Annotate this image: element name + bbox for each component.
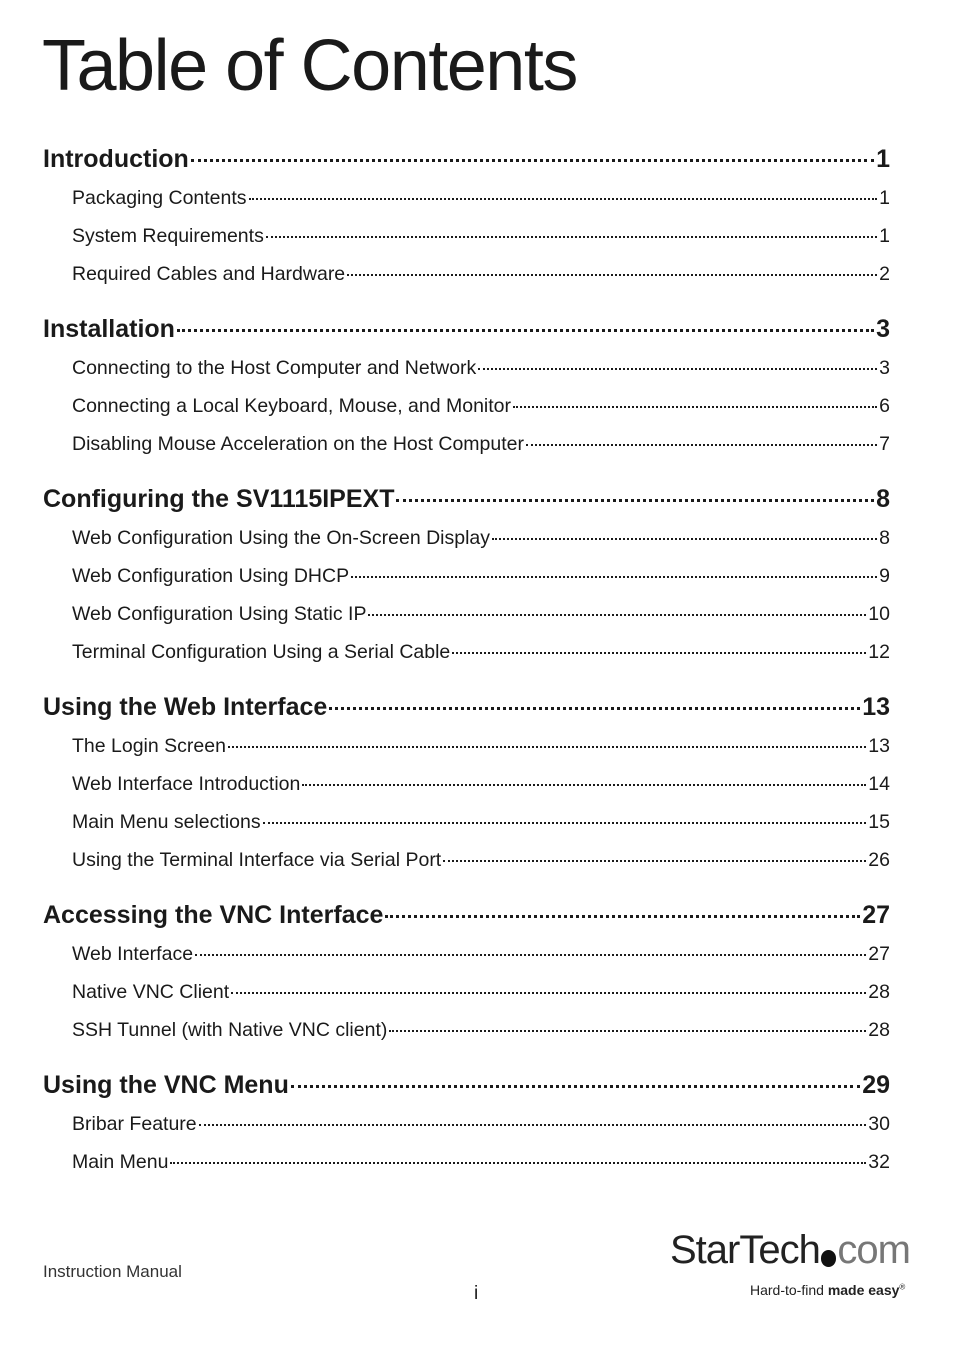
toc-entry[interactable] bbox=[43, 943, 890, 981]
toc-page-number: 3 bbox=[876, 315, 890, 343]
toc-section-label: Introduction bbox=[43, 145, 189, 173]
toc-entry-label: Web Configuration Using the On-Screen Display bbox=[72, 527, 491, 549]
toc-section-label: Accessing the VNC Interface bbox=[43, 901, 384, 929]
dot-leader bbox=[266, 236, 877, 238]
footer-document-label: Instruction Manual bbox=[43, 1262, 182, 1281]
toc-section-label: Configuring the SV1115IPEXT bbox=[43, 485, 395, 513]
toc-entry-label: Web Configuration Using DHCP bbox=[72, 565, 350, 587]
logo-dot-icon bbox=[821, 1250, 837, 1267]
toc-section bbox=[43, 1071, 890, 1189]
dot-leader bbox=[199, 1124, 867, 1126]
toc-entry[interactable] bbox=[43, 811, 890, 849]
toc-entry-label: Connecting to the Host Computer and Network bbox=[72, 357, 477, 379]
dot-leader bbox=[492, 538, 877, 540]
dot-leader bbox=[231, 992, 866, 994]
toc-page-number: 6 bbox=[879, 395, 890, 417]
toc-page-number: 9 bbox=[879, 565, 890, 587]
toc-page-number: 29 bbox=[862, 1071, 890, 1099]
dot-leader bbox=[396, 499, 874, 502]
toc-section bbox=[43, 901, 890, 1057]
toc-page-number: 27 bbox=[862, 901, 890, 929]
toc-entry-label: Main Menu bbox=[72, 1151, 169, 1173]
toc-entry-label: The Login Screen bbox=[72, 735, 226, 757]
page-title: Table of Contents bbox=[42, 26, 577, 106]
toc-section-entry[interactable] bbox=[43, 1071, 890, 1111]
toc-entry[interactable] bbox=[43, 527, 890, 565]
toc-page-number: 30 bbox=[868, 1113, 890, 1135]
toc-section bbox=[43, 315, 890, 471]
logo-tagline-bold: made easy bbox=[827, 1282, 900, 1298]
logo-wordmark bbox=[670, 1230, 910, 1270]
toc-page-number: 1 bbox=[879, 187, 890, 209]
toc-section-entry[interactable] bbox=[43, 901, 890, 941]
toc-entry-label: Web Interface bbox=[72, 943, 194, 965]
toc-page-number: 28 bbox=[868, 981, 890, 1003]
toc-section-entry[interactable] bbox=[43, 145, 890, 185]
logo-brand: StarTech bbox=[670, 1228, 820, 1272]
table-of-contents bbox=[43, 145, 890, 1203]
toc-entry-label: Disabling Mouse Acceleration on the Host Computer bbox=[72, 433, 524, 455]
dot-leader bbox=[368, 614, 866, 616]
toc-section-entry[interactable] bbox=[43, 315, 890, 355]
toc-page-number: 3 bbox=[879, 357, 890, 379]
toc-entry-label: System Requirements bbox=[72, 225, 264, 247]
toc-page-number: 27 bbox=[868, 943, 890, 965]
toc-entry-label: Native VNC Client bbox=[72, 981, 230, 1003]
dot-leader bbox=[329, 707, 860, 710]
toc-page-number: 1 bbox=[879, 225, 890, 247]
toc-page-number: 2 bbox=[879, 263, 890, 285]
toc-entry[interactable] bbox=[43, 433, 890, 471]
toc-entry[interactable] bbox=[43, 641, 890, 679]
toc-entry[interactable] bbox=[43, 395, 890, 433]
toc-section bbox=[43, 693, 890, 887]
toc-entry[interactable] bbox=[43, 849, 890, 887]
toc-page-number: 15 bbox=[868, 811, 890, 833]
toc-entry[interactable] bbox=[43, 187, 890, 225]
toc-entry-label: SSH Tunnel (with Native VNC client) bbox=[72, 1019, 388, 1041]
toc-entry[interactable] bbox=[43, 357, 890, 395]
toc-page-number: 8 bbox=[879, 527, 890, 549]
toc-entry[interactable] bbox=[43, 1113, 890, 1151]
toc-entry-label: Main Menu selections bbox=[72, 811, 261, 833]
toc-page-number: 32 bbox=[868, 1151, 890, 1173]
toc-page-number: 7 bbox=[879, 433, 890, 455]
toc-entry-label: Web Configuration Using Static IP bbox=[72, 603, 367, 625]
logo-tagline-prefix: Hard-to-find bbox=[750, 1282, 824, 1298]
logo-suffix: com bbox=[837, 1228, 910, 1272]
dot-leader bbox=[302, 784, 866, 786]
toc-entry[interactable] bbox=[43, 773, 890, 811]
toc-entry-label: Bribar Feature bbox=[72, 1113, 197, 1135]
toc-entry[interactable] bbox=[43, 225, 890, 263]
toc-page-number: 13 bbox=[862, 693, 890, 721]
toc-section-label: Using the VNC Menu bbox=[43, 1071, 289, 1099]
toc-entry[interactable] bbox=[43, 263, 890, 301]
toc-page-number: 28 bbox=[868, 1019, 890, 1041]
toc-section-label: Using the Web Interface bbox=[43, 693, 328, 721]
dot-leader bbox=[177, 329, 874, 332]
footer-page-number: i bbox=[474, 1283, 479, 1304]
toc-entry[interactable] bbox=[43, 1019, 890, 1057]
dot-leader bbox=[191, 159, 874, 162]
dot-leader bbox=[170, 1162, 866, 1164]
dot-leader bbox=[291, 1085, 860, 1088]
dot-leader bbox=[351, 576, 877, 578]
toc-page-number: 8 bbox=[876, 485, 890, 513]
toc-entry-label: Required Cables and Hardware bbox=[72, 263, 346, 285]
toc-page-number: 13 bbox=[868, 735, 890, 757]
dot-leader bbox=[228, 746, 866, 748]
toc-entry-label: Packaging Contents bbox=[72, 187, 247, 209]
dot-leader bbox=[452, 652, 866, 654]
toc-section bbox=[43, 485, 890, 679]
logo-tagline bbox=[750, 1282, 905, 1298]
dot-leader bbox=[478, 368, 877, 370]
toc-entry[interactable] bbox=[43, 1151, 890, 1189]
toc-entry[interactable] bbox=[43, 735, 890, 773]
toc-section bbox=[43, 145, 890, 301]
toc-section-label: Installation bbox=[43, 315, 175, 343]
toc-page-number: 1 bbox=[876, 145, 890, 173]
toc-entry[interactable] bbox=[43, 565, 890, 603]
toc-entry-label: Web Interface Introduction bbox=[72, 773, 301, 795]
toc-entry-label: Terminal Configuration Using a Serial Cable bbox=[72, 641, 451, 663]
toc-page-number: 12 bbox=[868, 641, 890, 663]
toc-page-number: 14 bbox=[868, 773, 890, 795]
dot-leader bbox=[249, 198, 878, 200]
dot-leader bbox=[263, 822, 867, 824]
dot-leader bbox=[347, 274, 877, 276]
dot-leader bbox=[389, 1030, 866, 1032]
toc-page-number: 26 bbox=[868, 849, 890, 871]
toc-section-entry[interactable] bbox=[43, 485, 890, 525]
dot-leader bbox=[526, 444, 877, 446]
startech-logo bbox=[670, 1230, 910, 1305]
toc-entry[interactable] bbox=[43, 603, 890, 641]
dot-leader bbox=[385, 915, 860, 918]
dot-leader bbox=[513, 406, 877, 408]
dot-leader bbox=[443, 860, 866, 862]
registered-mark: ® bbox=[899, 1282, 906, 1292]
toc-entry-label: Using the Terminal Interface via Serial Port bbox=[72, 849, 442, 871]
toc-entry-label: Connecting a Local Keyboard, Mouse, and Monitor bbox=[72, 395, 512, 417]
toc-section-entry[interactable] bbox=[43, 693, 890, 733]
toc-page-number: 10 bbox=[868, 603, 890, 625]
dot-leader bbox=[195, 954, 866, 956]
toc-entry[interactable] bbox=[43, 981, 890, 1019]
